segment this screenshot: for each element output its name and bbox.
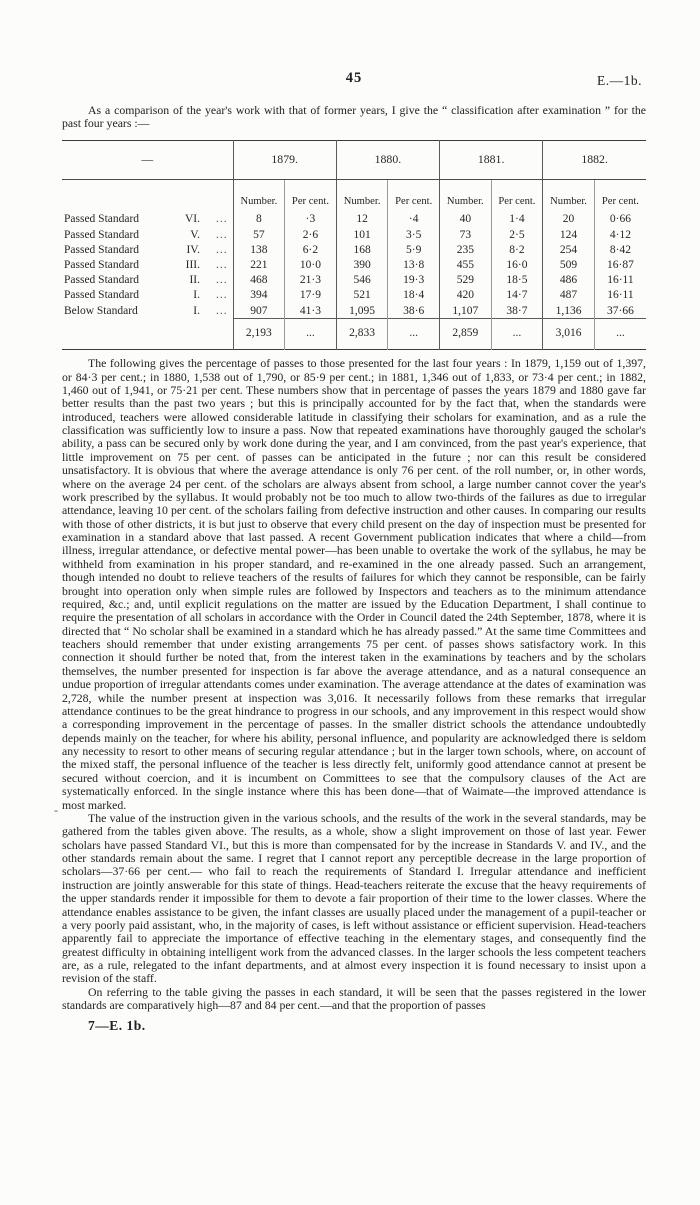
cell: 124 (543, 227, 595, 242)
cell: 10·0 (285, 257, 337, 272)
cell: 73 (440, 227, 492, 242)
cell: 16·11 (594, 273, 646, 288)
intro-paragraph: As a comparison of the year's work with that of former years, I give the “ classification after examination ” for the past four years :— (62, 103, 646, 131)
classification-table (62, 140, 646, 350)
year-header-1880: 1880. (336, 140, 439, 179)
total-cell: 2,193 (233, 319, 285, 350)
cell: 546 (336, 273, 388, 288)
cell: 2·5 (491, 227, 543, 242)
cell: 390 (336, 257, 388, 272)
cell: 40 (440, 212, 492, 227)
table-row (62, 303, 646, 319)
cell: 18·4 (388, 288, 440, 303)
cell: 468 (250, 274, 268, 287)
cell: 486 (543, 273, 595, 288)
table-row (62, 227, 646, 242)
row-label-cell: Passed Standard I. ... (62, 288, 233, 303)
cell: 41·3 (285, 303, 337, 319)
cell: 907 (250, 304, 268, 317)
cell: 1,136 (543, 303, 595, 319)
total-cell: 2,833 (336, 319, 388, 350)
row-label-cell: Passed Standard IV. ... (62, 242, 233, 257)
cell: 235 (440, 242, 492, 257)
cell: 8·2 (491, 242, 543, 257)
subheader-percent: Per cent. (388, 179, 440, 212)
totals-blank-cell (62, 319, 233, 350)
report-body (62, 357, 646, 1012)
cell: 14·7 (491, 288, 543, 303)
row-label-cell: Passed Standard II. ... (62, 273, 233, 288)
subheader-blank-cell (62, 179, 233, 212)
cell: 4·12 (594, 227, 646, 242)
cell: 487 (543, 288, 595, 303)
leader-dots: ... (216, 289, 228, 302)
cell: 6·2 (285, 242, 337, 257)
page-content (62, 0, 646, 1034)
cell: 18·5 (491, 273, 543, 288)
year-header-1881: 1881. (440, 140, 543, 179)
total-cell: ... (491, 319, 543, 350)
year-header-1879: 1879. (233, 140, 336, 179)
doc-reference: E.—1b. (597, 73, 642, 88)
body-paragraph-2: The value of the instruction given in the various schools, and the results of the work in the several standards, may be gathered from the tables given above. The results, as a whole, show a slight improvement on those of last year. Fewer scholars have passed Standard VI., but this is more than compensated for by the increase in Standards V. and IV., and the other standards remain about the same. I regret that I cannot report any perceptible decrease in the large proportion of scholars—37·66 per cent.— who fail to reach the requirements of Standard I. Irregular attendance and inefficient instruction are jointly answerable for this state of things. Head-teachers reiterate the excuse that the heavy requirements of the upper standards render it impossible for them to devote a fair proportion of their time to the lower classes. Where the attendance enables assistance to be given, the infant classes are usually placed under the management of a pupil-teacher or a very poorly paid assistant, who, in the majority of cases, is left without assistance or efficient supervision. Head-teachers apparently fail to appreciate the importance of effective teaching in the elementary stages, and consequently find the greatest difficulty in obtaining intelligent work from the advanced classes. In the larger schools the less competent teachers are, as a rule, relegated to the infant departments, and at almost every inspection it is found necessary to insist upon a revision of the staff. (62, 810, 646, 986)
cell: ·3 (285, 212, 337, 227)
cell: 101 (336, 227, 388, 242)
cell: 13·8 (388, 257, 440, 272)
cell: 509 (543, 257, 595, 272)
cell: 38·7 (491, 303, 543, 319)
year-header-row (62, 140, 646, 179)
cell: 138 (250, 243, 268, 256)
cell: 37·66 (594, 303, 646, 319)
row-label-cell: Passed Standard V. ... (62, 227, 233, 242)
total-cell: ... (594, 319, 646, 350)
cell: 521 (336, 288, 388, 303)
cell: 168 (336, 242, 388, 257)
cell: 20 (543, 212, 595, 227)
row-label-cell: Passed Standard VI. ... (62, 212, 233, 227)
cell: 420 (440, 288, 492, 303)
cell: 394 (250, 289, 268, 302)
table-row (62, 242, 646, 257)
table-corner-cell: — (62, 140, 233, 179)
print-artifact-dash: - (54, 803, 58, 817)
cell: 19·3 (388, 273, 440, 288)
cell: 12 (336, 212, 388, 227)
cell: 1,107 (440, 303, 492, 319)
total-cell: ... (285, 319, 337, 350)
cell: 455 (440, 257, 492, 272)
cell: 8·42 (594, 242, 646, 257)
cell: 1·4 (491, 212, 543, 227)
cell: 38·6 (388, 303, 440, 319)
table-row (62, 273, 646, 288)
body-paragraph-1: The following gives the percentage of passes to those presented for the last four years : In 1879, 1,159 out of 1,397, or 84·3 per cent.; in 1880, 1,538 out of 1,790, or 85·9 per cent.; in 1881, 1,346 out of 1,833, or 73·4 per cent.; in 1882, 1,460 out of 1,941, or 75·21 per cent. These numbers show that in percentage of passes the years 1879 and 1880 gave far better results than the past two years ; but this is principally accounted for by the fact that, when the standards were introduced, teachers were allowed considerable latitude in classifying their scholars for examination, and as a rule the classification was sufficiently low to insure a pass. Now that repeated examinations have thoroughly gauged the scholar's ability, a pass can be secured only by work done during the year, and I am convinced, from the past year's experience, that little improvement on 75 per cent. of passes can be anticipated in the future ; nor can this result be considered unsatisfactory. It is obvious that where the average attendance is only 76 per cent. of the roll number, or, in other words, where on the average 24 per cent. of the scholars are always absent from school, a large number cannot cover the year's work prescribed by the syllabus. It would probably not be too much to allow two-thirds of the failures as due to irregular attendance, leaving 10 per cent. of the scholars failing from defective instruction and other causes. In comparing our results with those of other districts, it is but just to observe that every child present on the day of inspection must be presented for examination in a standard above that last passed. A recent Government publication indicates that where a child—from illness, irregular attendance, or defective mental power—has been unable to overtake the work of the syllabus, he may be withheld from examination in his proper standard, and re-examined in the one already passed. Such an arrangement, though intended no doubt to relieve teachers of the results of failures for which they cannot be responsible, can be fairly brought into operation only when simple rules are followed by Inspectors and teachers as to the minimum attendance required, &c.; and, until explicit regulations on the matter are issued by the Education Department, I shall continue to require the presentation of all scholars in accordance with the Order in Council dated the 24th September, 1878, where it is directed that “ No scholar shall be examined in a standard which he has already passed.” At the same time Committees and teachers should remember that under existing arrangements 75 per cent. of passes shows satisfactory work. In this connection it should further be noted that, from the interest taken in the examinations by teachers and by the scholars themselves, the number presented for inspection is far above the average attendance, and as a natural consequence an undue proportion of irregular attendants comes under examination. The average attendance at the dates of examination was 2,728, while the number present at inspection was 3,016. It necessarily follows from these remarks that irregular attendance continues to be the great hindrance to progress in our schools, and any improvement in this respect would show a corresponding improvement in the percentage of passes. In the smaller district schools the attendance undoubtedly depends mainly on the teacher, for where his ability, personal influence, and popularity are acknowledged there is seldom any necessity to resort to other means of securing regular attendance ; but in the larger town schools, where, on account of the mixed staff, the personal influence of the teacher is less directly felt, uniformly good attendance cannot at present be secured without coercion, and it is incumbent on Committees to see that the compulsory clauses of the Act are systematically enforced. In the single instance where this has been done—that of Waimate—the improved attendance is most marked. (62, 356, 646, 812)
table-row (62, 288, 646, 303)
subheader-percent: Per cent. (491, 179, 543, 212)
subheader-number: Number. (440, 179, 492, 212)
total-cell: 2,859 (440, 319, 492, 350)
body-paragraph-3: On referring to the table giving the passes in each standard, it will be seen that the passes registered in the lower standards are comparatively high—87 and 84 per cent.—and that the proportion of passes (62, 984, 646, 1013)
cell: 0·66 (594, 212, 646, 227)
cell: 3·5 (388, 227, 440, 242)
cell: 16·0 (491, 257, 543, 272)
table-row (62, 212, 646, 227)
cell: 17·9 (285, 288, 337, 303)
cell: 2·6 (285, 227, 337, 242)
cell: 5·9 (388, 242, 440, 257)
cell: 221 (250, 258, 268, 271)
cell: 57 (253, 228, 265, 241)
subheader-percent: Per cent. (285, 179, 337, 212)
total-cell: 3,016 (543, 319, 595, 350)
cell: 16·87 (594, 257, 646, 272)
totals-row (62, 319, 646, 350)
leader-dots: ... (216, 213, 228, 226)
cell: 8 (255, 213, 262, 226)
subheader-row (62, 179, 646, 212)
subheader-number: Number. (336, 179, 388, 212)
cell: 1,095 (336, 303, 388, 319)
leader-dots: ... (216, 274, 228, 287)
leader-dots: ... (216, 258, 228, 271)
cell: ·4 (388, 212, 440, 227)
leader-dots: ... (216, 243, 228, 256)
subheader-number: Number. (240, 195, 278, 207)
row-label-cell: Below Standard I. ... (62, 303, 233, 319)
total-cell: ... (388, 319, 440, 350)
cell: 529 (440, 273, 492, 288)
row-label-cell: Passed Standard III. ... (62, 257, 233, 272)
subheader-number: Number. (543, 179, 595, 212)
leader-dots: ... (216, 228, 228, 241)
page-number: 45 (345, 70, 363, 86)
table-row (62, 257, 646, 272)
year-header-1882: 1882. (543, 140, 646, 179)
cell: 254 (543, 242, 595, 257)
leader-dots: ... (216, 304, 228, 317)
cell: 21·3 (285, 273, 337, 288)
signature-line: 7—E. 1b. (88, 1017, 146, 1033)
subheader-percent: Per cent. (594, 179, 646, 212)
cell: 16·11 (594, 288, 646, 303)
